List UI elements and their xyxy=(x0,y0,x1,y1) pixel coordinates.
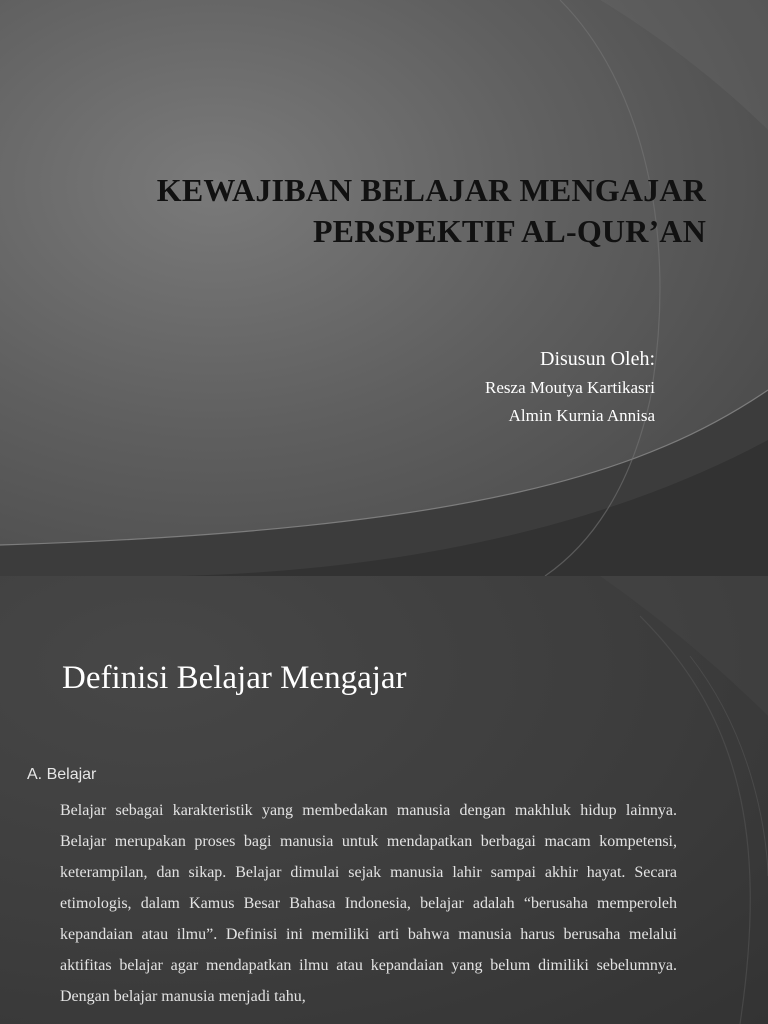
slide-heading: Definisi Belajar Mengajar xyxy=(62,660,407,696)
title-line-2: PERSPEKTIF AL-QUR’AN xyxy=(312,213,706,249)
byline-label: Disusun Oleh: xyxy=(540,348,655,370)
byline xyxy=(485,344,655,430)
content-slide xyxy=(0,576,768,1024)
presentation-title xyxy=(40,170,706,252)
author-2: Almin Kurnia Annisa xyxy=(508,406,655,425)
title-line-1: KEWAJIBAN BELAJAR MENGAJAR xyxy=(156,172,706,208)
section-label: A. Belajar xyxy=(27,766,97,783)
author-1: Resza Moutya Kartikasri xyxy=(485,378,655,397)
body-paragraph: Belajar sebagai karakteristik yang membedakan manusia dengan makhluk hidup lainnya. Belajar merupakan proses bagi manusia untuk mendapatkan berbagai macam kompetensi, keterampilan, dan sikap. Belajar dimulai sejak manusia lahir sampai akhir hayat. Secara etimologis, dalam Kamus Besar Bahasa Indonesia, belajar adalah “berusaha memperoleh kepandaian atau ilmu”. Definisi ini memiliki arti bahwa manusia harus berusaha melalui aktifitas belajar agar mendapatkan ilmu atau kepandaian yang belum dimiliki sebelumnya. Dengan belajar manusia menjadi tahu, xyxy=(60,802,677,1005)
